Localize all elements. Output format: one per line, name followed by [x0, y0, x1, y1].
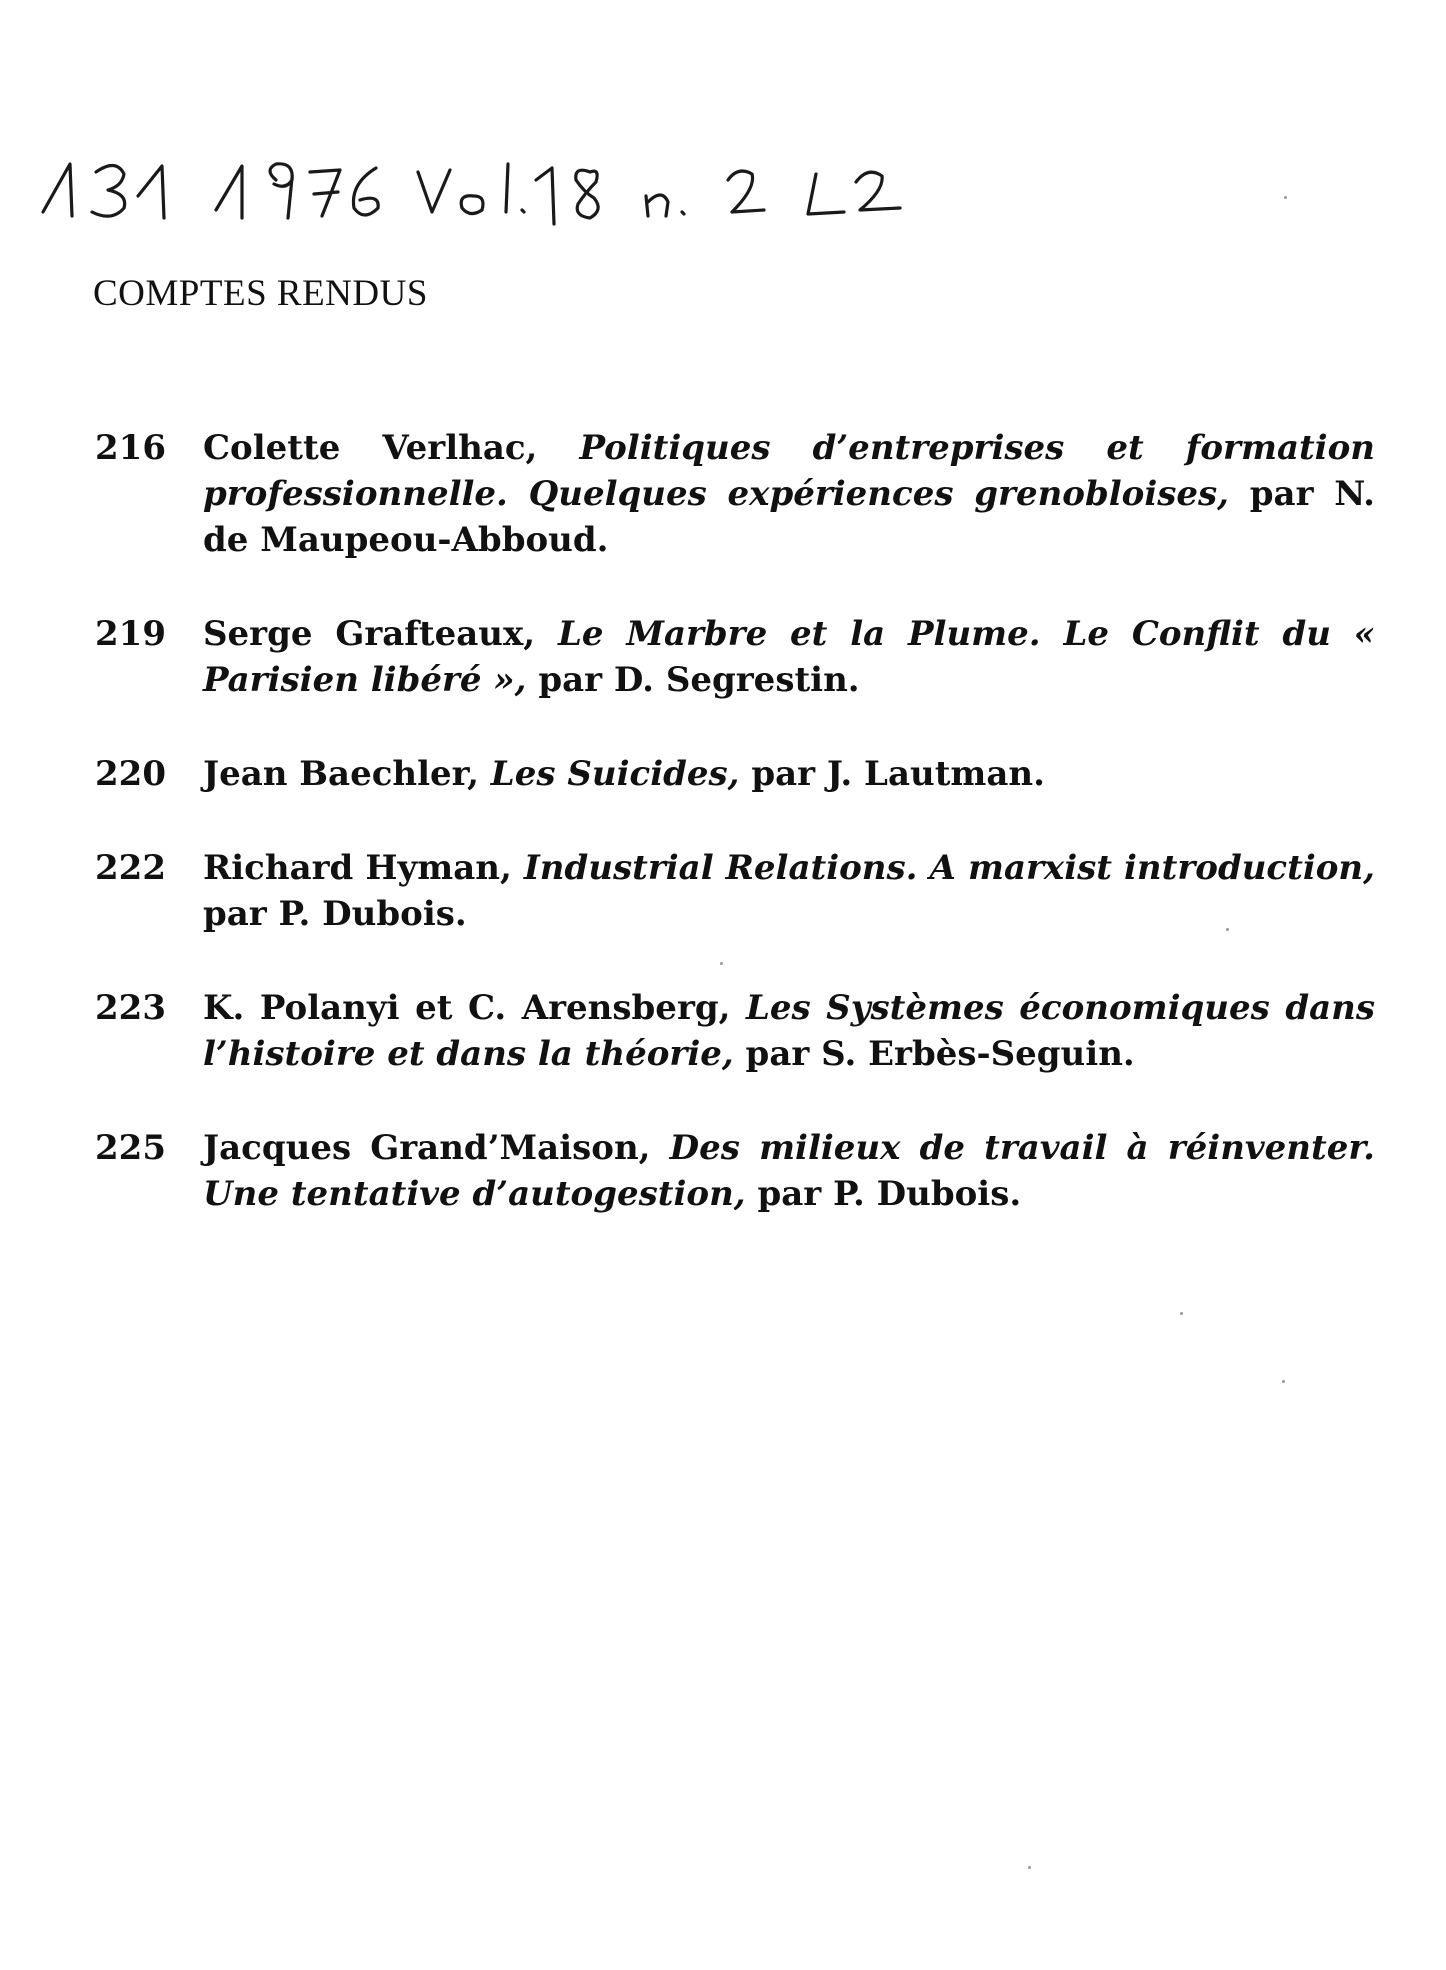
review-author: Jean Baechler, [203, 754, 479, 794]
review-book-title: Les Suicides, [490, 754, 740, 794]
handwritten-annotation [38, 150, 1138, 240]
review-reviewer: par J. Lautman. [751, 754, 1045, 794]
page-number: 219 [95, 614, 166, 654]
page-number: 222 [95, 848, 166, 888]
review-book-title: Industrial Relations. A marxist introduction, [523, 848, 1375, 888]
review-text [203, 845, 1375, 937]
review-entry [95, 845, 1375, 937]
page-number: 216 [95, 428, 166, 468]
handwritten-annotation-drawing [38, 150, 1138, 240]
scan-speck [1028, 1866, 1031, 1869]
review-entry [95, 611, 1375, 703]
review-author: K. Polanyi et C. Arensberg, [203, 988, 731, 1028]
review-reviewer: par P. Dubois. [203, 894, 467, 934]
review-text [203, 985, 1375, 1077]
reviews-list [95, 425, 1375, 1265]
review-author: Colette Verlhac, [203, 428, 538, 468]
review-author: Richard Hyman, [203, 848, 512, 888]
review-text [203, 611, 1375, 703]
review-text [203, 751, 1375, 797]
scan-speck [1226, 928, 1229, 931]
review-author: Jacques Grand’Maison, [203, 1128, 651, 1168]
review-entry [95, 985, 1375, 1077]
scan-speck [1180, 1312, 1183, 1315]
review-text [203, 425, 1375, 563]
page-number: 223 [95, 988, 166, 1028]
review-reviewer: par D. Segrestin. [538, 660, 860, 700]
review-entry [95, 751, 1375, 797]
review-reviewer: par P. Dubois. [757, 1174, 1022, 1214]
review-author: Serge Grafteaux, [203, 614, 536, 654]
page-number: 225 [95, 1128, 166, 1168]
review-entry [95, 425, 1375, 563]
scan-speck [1282, 1380, 1285, 1383]
review-reviewer: par S. Erbès-Seguin. [745, 1034, 1135, 1074]
scan-speck [720, 962, 723, 965]
review-entry [95, 1125, 1375, 1217]
review-book-title: Les Systèmes économiques dans l’histoire et dans la théorie, [203, 988, 1375, 1074]
scan-speck [1284, 196, 1287, 199]
review-book-title: Politiques d’entreprises et formation professionnelle. Quelques expériences grenobloises, [203, 428, 1375, 514]
review-book-title: Le Marbre et la Plume. Le Conflit du « Parisien libéré », [203, 614, 1376, 700]
review-text [203, 1125, 1375, 1217]
page-number: 220 [95, 754, 166, 794]
review-book-title: Des milieux de travail à réinventer. Une tentative d’autogestion, [203, 1128, 1375, 1214]
section-title: COMPTES RENDUS [93, 273, 428, 314]
review-reviewer: par N. de Maupeou-Abboud. [203, 474, 1375, 560]
